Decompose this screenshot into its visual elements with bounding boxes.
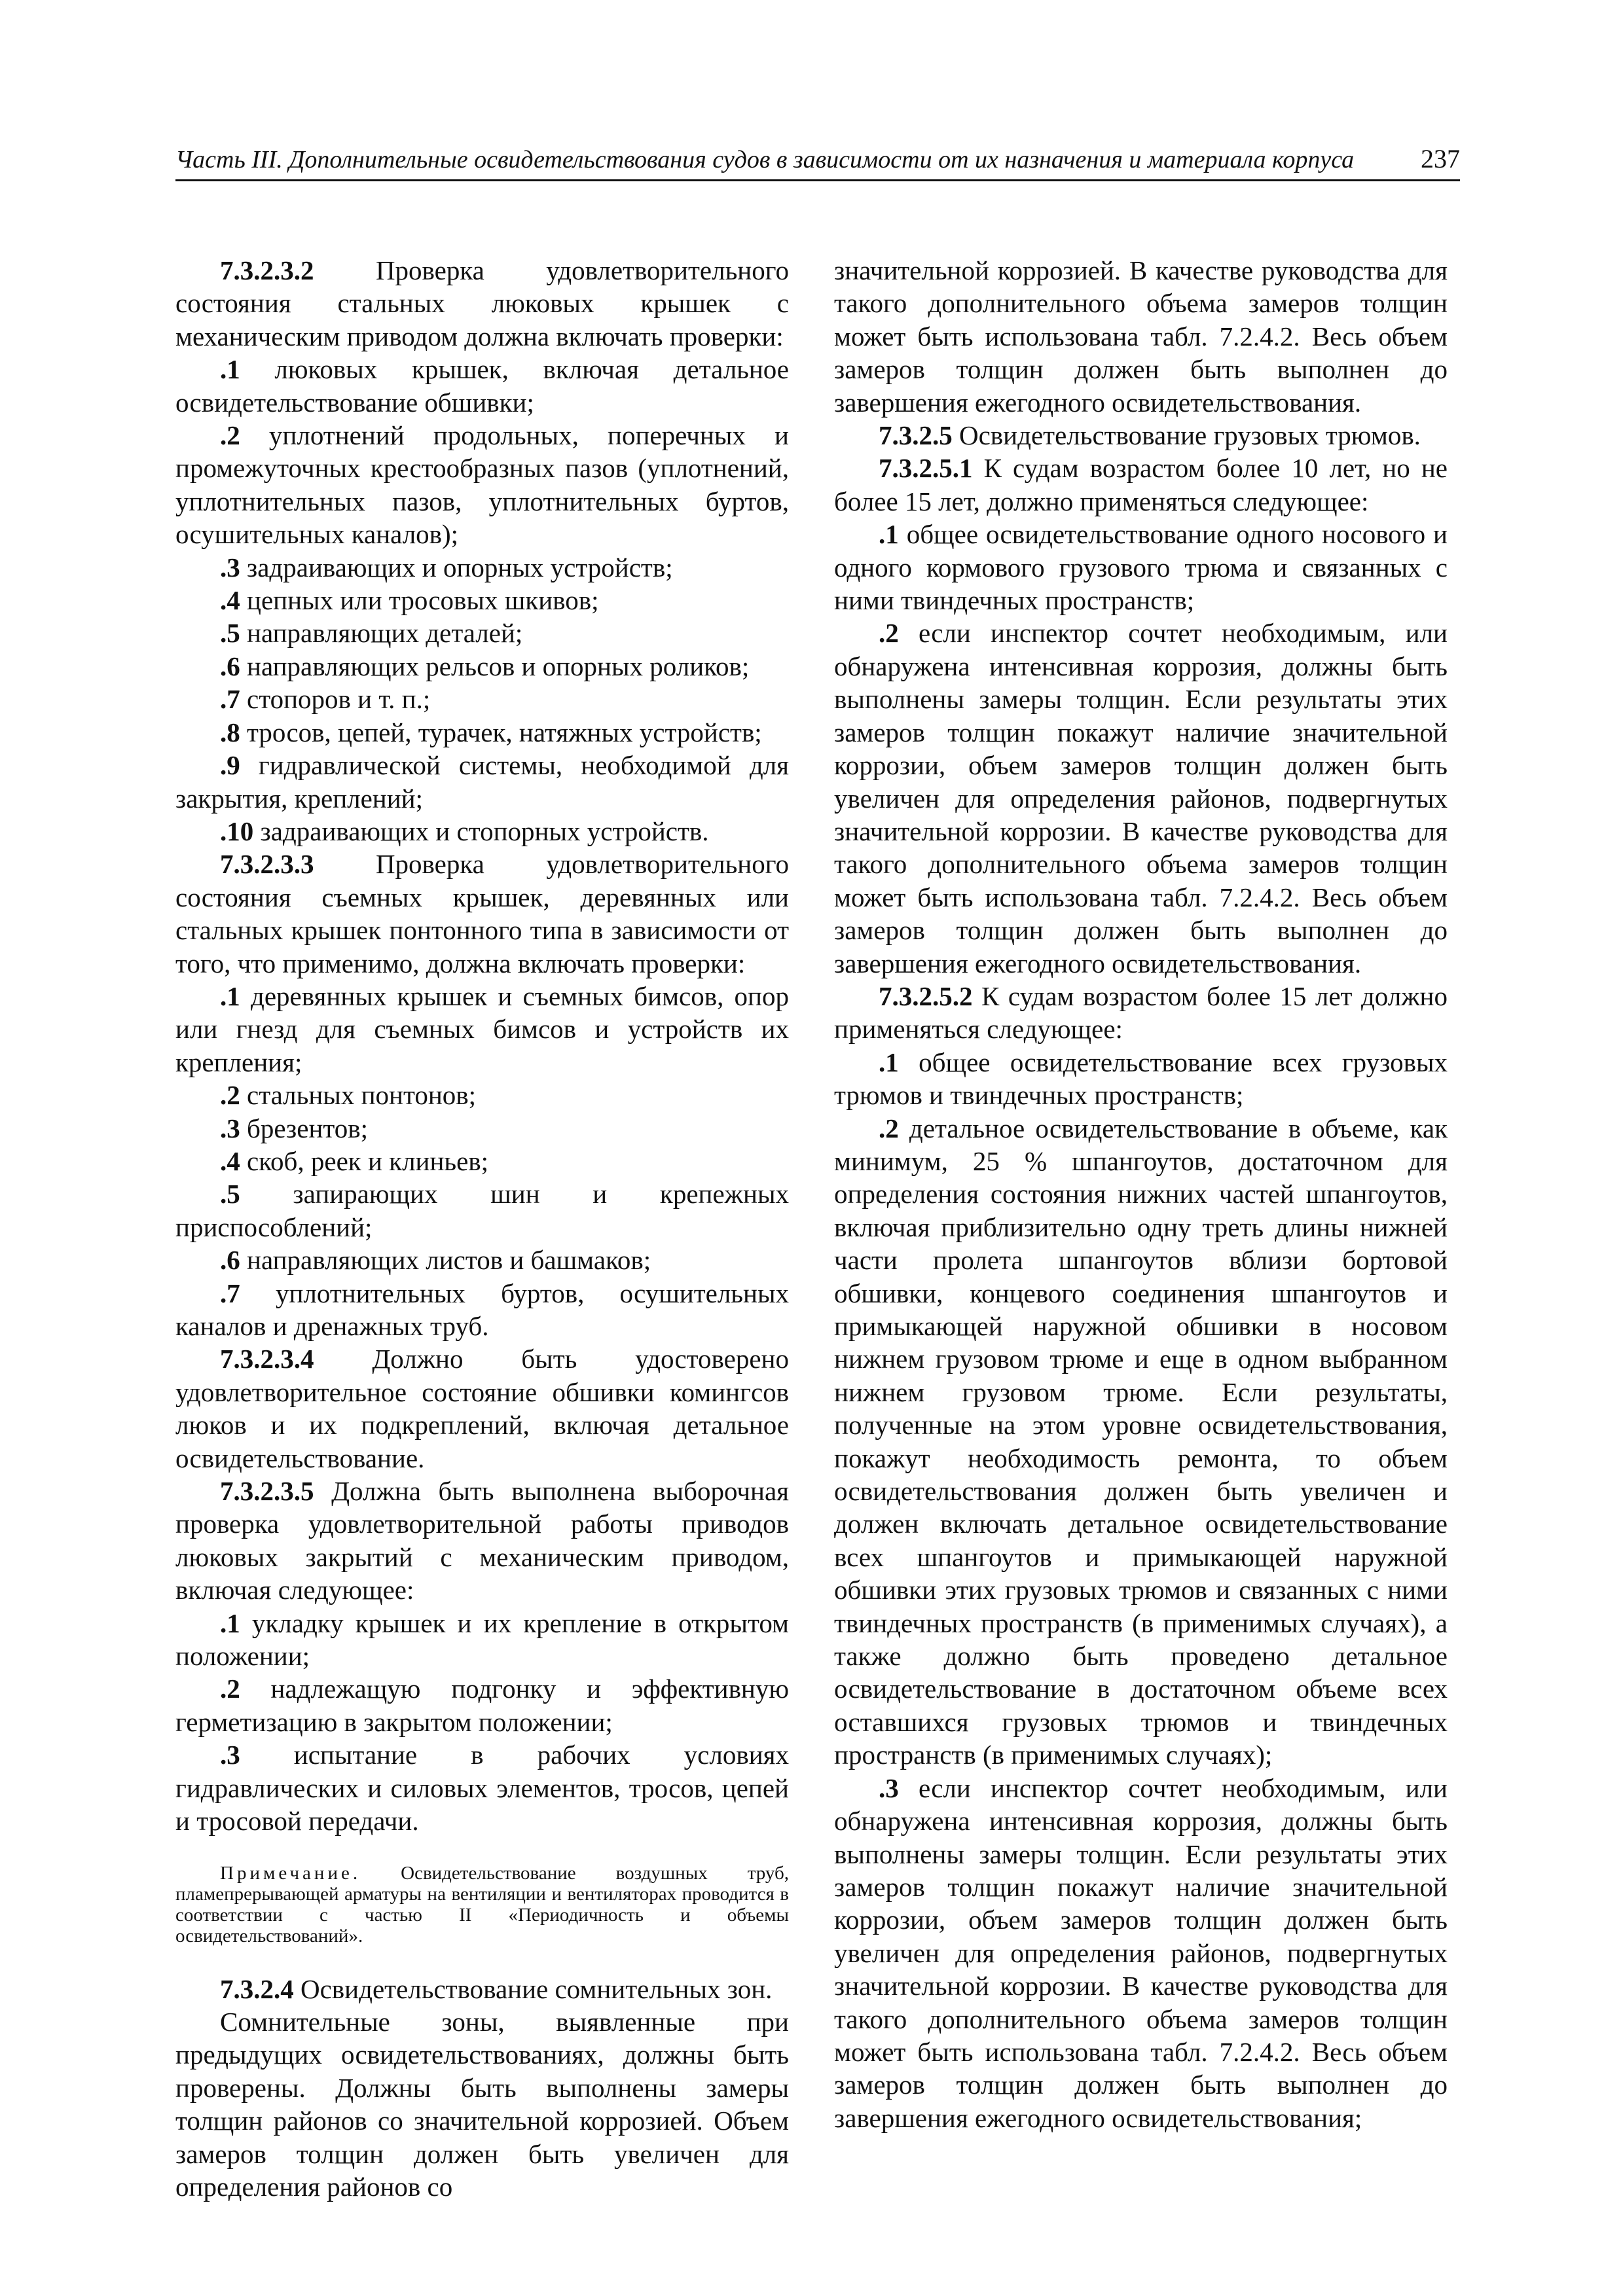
paragraph xyxy=(834,1112,1448,1772)
clause-number: .3 xyxy=(220,1740,240,1770)
paragraph xyxy=(175,353,789,419)
paragraph xyxy=(175,1145,789,1177)
paragraph xyxy=(175,1277,789,1343)
note-head: Примечание. xyxy=(220,1862,361,1884)
paragraph-text: Сомнительные зоны, выявленные при предыдущих освидетельствованиях, должны быть проверены. Должны быть выполнены замеры толщин районов со значительной коррозией. Объем замеров толщин должен быть увеличен для определения районов со xyxy=(175,2006,789,2202)
clause-number: .2 xyxy=(220,420,240,451)
paragraph-text: брезентов; xyxy=(240,1113,369,1143)
clause-number: 7.3.2.3.2 xyxy=(220,255,314,285)
paragraph xyxy=(175,1244,789,1276)
left-column xyxy=(175,254,789,2203)
paragraph-text: Проверка удовлетворительного состояния стальных люковых крышек с механическим приводом должна включать проверки: xyxy=(175,255,789,351)
paragraph-text: направляющих деталей; xyxy=(240,618,523,649)
clause-number: .1 xyxy=(879,1047,899,1077)
paragraph-text: стальных понтонов; xyxy=(240,1080,477,1111)
paragraph-text: общее освидетельствование всех грузовых трюмов и твиндечных пространств; xyxy=(834,1047,1448,1111)
clause-number: .8 xyxy=(220,717,240,747)
paragraph-text: деревянных крышек и съемных бимсов, опор или гнезд для съемных бимсов и устройств их крепления; xyxy=(175,980,789,1077)
clause-number: 7.3.2.3.3 xyxy=(220,849,314,880)
clause-number: .4 xyxy=(220,585,240,616)
paragraph xyxy=(175,1342,789,1475)
clause-number: .5 xyxy=(220,618,240,649)
clause-number: .7 xyxy=(220,1278,240,1308)
paragraph xyxy=(834,419,1448,452)
paragraph-text: направляющих листов и башмаков; xyxy=(240,1245,651,1276)
clause-number: .6 xyxy=(220,651,240,681)
paragraph xyxy=(175,1607,789,1673)
paragraph-text: детальное освидетельствование в объеме, как минимум, 25 % шпангоутов, достаточном для определения состояния нижних частей шпангоутов, включая приблизительно одну треть длины нижней части пролета шпангоутов вблизи бортовой обшивки, концевого соединения шпангоутов и примыкающей наружной обшивки в носовом нижнем грузовом трюме и еще в одном выбранном нижнем грузовом трюме. Если результаты, полученные на этом уровне освидетельствования, покажут необходимость ремонта, то объем освидетельствования должен быть увеличен и должен включать детальное освидетельствование всех шпангоутов и примыкающей наружной обшивки этих грузовых трюмов и связанных с ними твиндечных пространств (в применимых случаях), а также должно быть проведено детальное освидетельствование в достаточном объеме всех оставшихся грузовых трюмов и твиндечных пространств (в применимых случаях); xyxy=(834,1113,1448,1770)
paragraph-text: Проверка удовлетворительного состояния съемных крышек, деревянных или стальных крышек понтонного типа в зависимости от того, что применимо, должна включать проверки: xyxy=(175,849,789,978)
paragraph-text: уплотнений продольных, поперечных и промежуточных крестообразных пазов (уплотнений, уплотнительных пазов, уплотнительных буртов, осушительных каналов); xyxy=(175,420,789,550)
paragraph xyxy=(834,1772,1448,2134)
paragraph xyxy=(175,1079,789,1111)
paragraph xyxy=(175,749,789,815)
clause-number: 7.3.2.5 xyxy=(879,420,953,451)
clause-number: 7.3.2.3.4 xyxy=(220,1344,314,1374)
paragraph xyxy=(175,1672,789,1738)
clause-number: .1 xyxy=(220,980,240,1011)
clause-number: .1 xyxy=(220,354,240,385)
paragraph-text: общее освидетельствование одного носового и одного кормового грузового трюма и связанных с ними твиндечных пространств; xyxy=(834,519,1448,616)
paragraph-text: уплотнительных буртов, осушительных каналов и дренажных труб. xyxy=(175,1278,789,1341)
paragraph-text: скоб, реек и клиньев; xyxy=(240,1145,489,1176)
paragraph xyxy=(175,683,789,715)
paragraph xyxy=(175,584,789,617)
clause-number: .3 xyxy=(220,1113,240,1143)
paragraph xyxy=(175,1112,789,1145)
paragraph-text: К судам возрастом более 15 лет должно применяться следующее: xyxy=(834,980,1448,1045)
clause-number: .9 xyxy=(220,750,240,781)
left-paragraphs-after-note xyxy=(175,1973,789,2204)
left-paragraphs xyxy=(175,254,789,1838)
clause-number: 7.3.2.4 xyxy=(220,1973,294,2004)
clause-number: .2 xyxy=(220,1080,240,1111)
paragraph-text: К судам возрастом более 10 лет, но не более 15 лет, должно применяться следующее: xyxy=(834,453,1448,516)
paragraph-text: Освидетельствование грузовых трюмов. xyxy=(952,420,1421,451)
running-header-title: Часть III. Дополнительные освидетельствования судов в зависимости от их назначения и материала корпуса xyxy=(175,146,1355,173)
paragraph-text: стопоров и т. п.; xyxy=(240,684,431,715)
clause-number: 7.3.2.3.5 xyxy=(220,1476,314,1507)
paragraph xyxy=(175,815,789,848)
paragraph xyxy=(175,1475,789,1607)
paragraph xyxy=(175,716,789,749)
note-text: Освидетельствование воздушных труб, пламепрерывающей арматуры на вентиляции и вентиляторах проводится в соответствии с частью II «Периодичность и объемы освидетельствований». xyxy=(175,1862,789,1946)
clause-number: .3 xyxy=(220,552,240,583)
clause-number: .2 xyxy=(879,1113,899,1143)
clause-number: .5 xyxy=(220,1179,240,1210)
paragraph-text: если инспектор сочтет необходимым, или обнаружена интенсивная коррозия, должны быть выполнены замеры толщин. Если результаты этих замеров толщин покажут наличие значительной коррозии, объем замеров толщин должен быть увеличен для определения районов, подвергнутых значительной коррозии. В качестве руководства для такого дополнительного объема замеров толщин может быть использована табл. 7.2.4.2. Весь объем замеров толщин должен быть выполнен до завершения ежегодного освидетельствования; xyxy=(834,1772,1448,2133)
paragraph-text: надлежащую подгонку и эффективную герметизацию в закрытом положении; xyxy=(175,1674,789,1737)
clause-number: .6 xyxy=(220,1245,240,1276)
paragraph xyxy=(175,1738,789,1837)
clause-number: 7.3.2.5.1 xyxy=(879,453,973,484)
paragraph-text: цепных или тросовых шкивов; xyxy=(240,585,599,616)
paragraph-text: гидравлической системы, необходимой для закрытия, креплений; xyxy=(175,750,789,814)
page-number: 237 xyxy=(1421,144,1460,173)
paragraph-text: Освидетельствование сомнительных зон. xyxy=(293,1973,773,2004)
clause-number: .10 xyxy=(220,816,254,846)
clause-number: .3 xyxy=(879,1772,899,1803)
paragraph-text: запирающих шин и крепежных приспособлений; xyxy=(175,1179,789,1242)
paragraph xyxy=(175,1973,789,2005)
clause-number: 7.3.2.5.2 xyxy=(879,980,973,1011)
paragraph-text: если инспектор сочтет необходимым, или обнаружена интенсивная коррозия, должны быть выполнены замеры толщин. Если результаты этих замеров толщин покажут наличие значительной коррозии, объем замеров толщин должен быть увеличен для определения районов, подвергнутых значительной коррозии. В качестве руководства для такого дополнительного объема замеров толщин может быть использована табл. 7.2.4.2. Весь объем замеров толщин должен быть выполнен до завершения ежегодного освидетельствования. xyxy=(834,618,1448,978)
paragraph-text: укладку крышек и их крепление в открытом положении; xyxy=(175,1607,789,1672)
paragraph-text: значительной коррозией. В качестве руководства для такого дополнительного объема замеров толщин может быть использована табл. 7.2.4.2. Весь объем замеров толщин должен быть выполнен до завершения ежегодного освидетельствования. xyxy=(834,255,1448,418)
clause-number: .2 xyxy=(879,618,899,649)
clause-number: .1 xyxy=(220,1607,240,1638)
paragraph xyxy=(175,2005,789,2203)
clause-number: .2 xyxy=(220,1674,240,1704)
paragraph-text: испытание в рабочих условиях гидравлических и силовых элементов, тросов, цепей и тросовой передачи. xyxy=(175,1740,789,1837)
paragraph-text: Должно быть удостоверено удовлетворительное состояние обшивки комингсов люков и их подкреплений, включая детальное освидетельствование. xyxy=(175,1344,789,1473)
right-paragraphs xyxy=(834,254,1448,2134)
paragraph xyxy=(175,848,789,980)
paragraph xyxy=(175,650,789,683)
paragraph-text: тросов, цепей, турачек, натяжных устройств; xyxy=(240,717,762,747)
paragraph xyxy=(175,419,789,551)
paragraph xyxy=(834,980,1448,1046)
running-header xyxy=(175,143,1460,181)
paragraph xyxy=(834,518,1448,617)
paragraph xyxy=(175,1177,789,1244)
paragraph-text: направляющих рельсов и опорных роликов; xyxy=(240,651,750,681)
paragraph xyxy=(834,1046,1448,1112)
paragraph-text: Должна быть выполнена выборочная проверка удовлетворительной работы приводов люковых закрытий с механическим приводом, включая следующее: xyxy=(175,1476,789,1605)
clause-number: .1 xyxy=(879,519,899,550)
paragraph xyxy=(175,551,789,584)
paragraph-text: люковых крышек, включая детальное освидетельствование обшивки; xyxy=(175,354,789,418)
paragraph xyxy=(175,254,789,353)
right-column xyxy=(834,254,1448,2134)
clause-number: .4 xyxy=(220,1145,240,1176)
clause-number: .7 xyxy=(220,684,240,715)
paragraph xyxy=(834,452,1448,518)
paragraph xyxy=(175,617,789,649)
note xyxy=(175,1863,789,1946)
paragraph xyxy=(175,980,789,1079)
paragraph xyxy=(834,617,1448,979)
paragraph xyxy=(834,254,1448,419)
paragraph-text: задраивающих и стопорных устройств. xyxy=(253,816,709,846)
paragraph-text: задраивающих и опорных устройств; xyxy=(240,552,673,583)
